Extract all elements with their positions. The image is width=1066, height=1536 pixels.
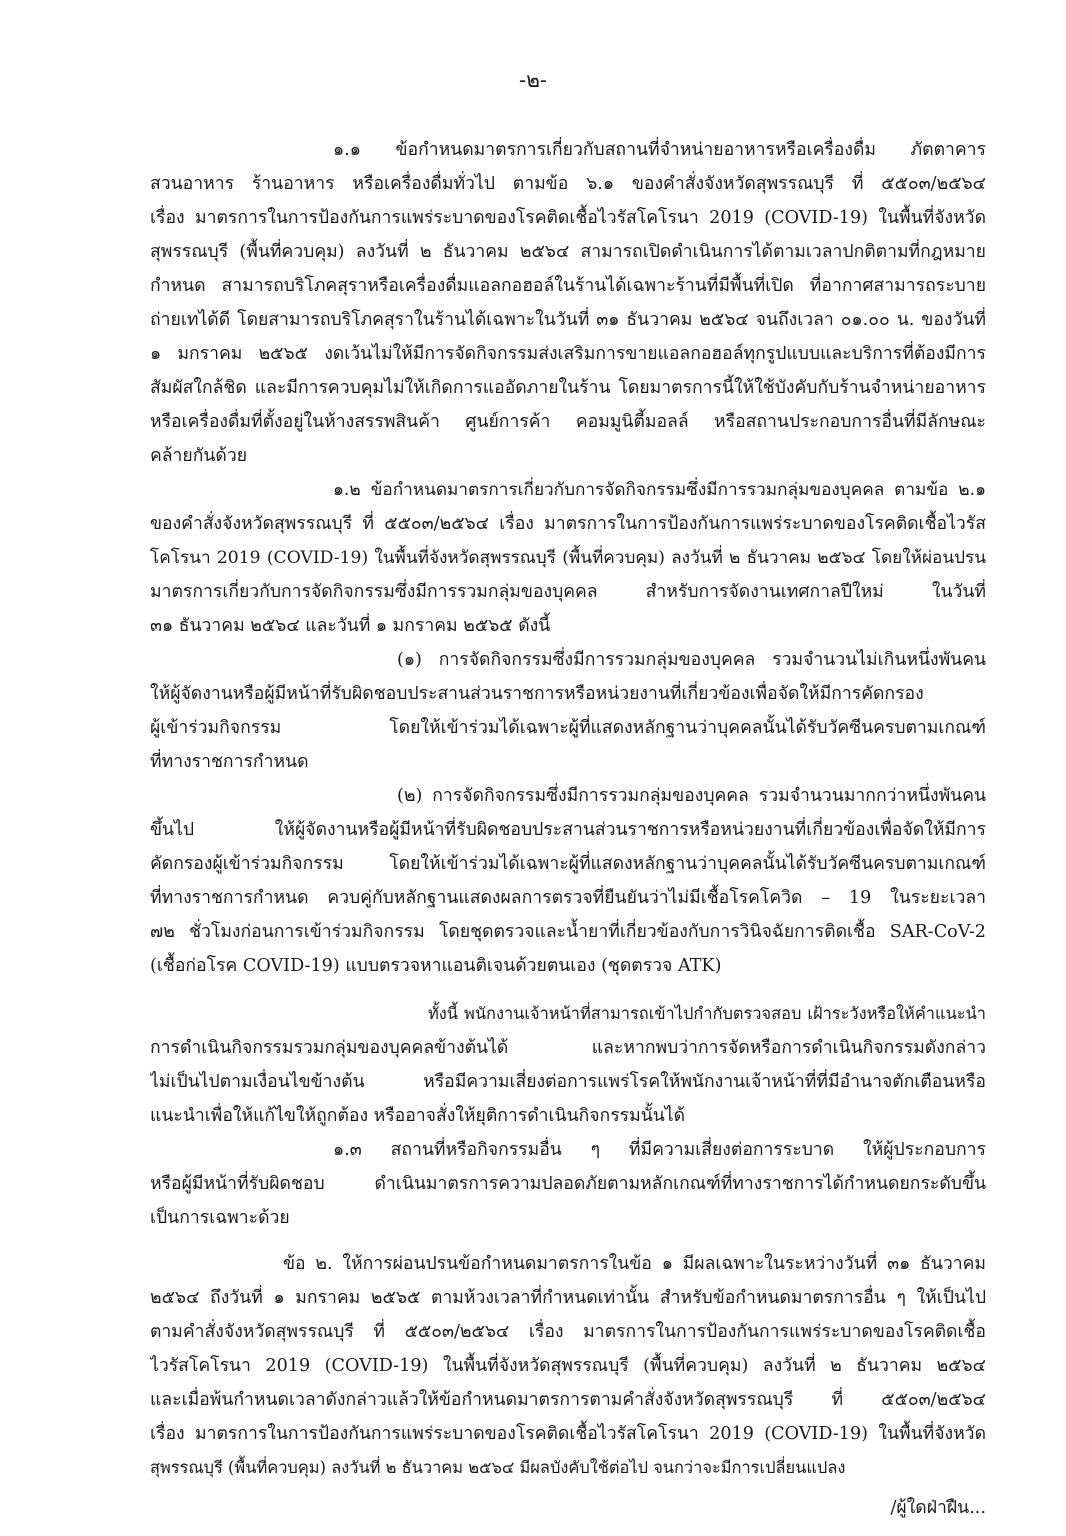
text-line: คัดกรองผู้เข้าร่วมกิจกรรม โดยให้เข้าร่วมได้เฉพาะผู้ที่แสดงหลักฐานว่าบุคคลนั้นได้รับวัคซีนครบตามเกณฑ์ bbox=[150, 854, 986, 874]
text-line: (เชื้อก่อโรค COVID-19) แบบตรวจหาแอนติเจนด้วยตนเอง (ชุดตรวจ ATK) bbox=[150, 956, 722, 976]
text-line: ๑.๓ สถานที่หรือกิจกรรมอื่น ๆ ที่มีความเสี่ยงต่อการระบาด ให้ผู้ประกอบการ bbox=[333, 1140, 986, 1160]
text-line: ผู้เข้าร่วมกิจกรรม โดยให้เข้าร่วมได้เฉพาะผู้ที่แสดงหลักฐานว่าบุคคลนั้นได้รับวัคซีนครบตามเกณฑ์ bbox=[150, 718, 986, 738]
text-line: โคโรนา 2019 (COVID-19) ในพื้นที่จังหวัดสุพรรณบุรี (พื้นที่ควบคุม) ลงวันที่ ๒ ธันวาคม ๒๕๖๔ โดยให้ผ่อนปรน bbox=[150, 548, 986, 568]
text-line: เรื่อง มาตรการในการป้องกันการแพร่ระบาดของโรคติดเชื้อไวรัสโคโรนา 2019 (COVID-19) ในพื้นที่จังหวัด bbox=[150, 1424, 986, 1444]
page-number: -๒- bbox=[518, 68, 548, 92]
text-line: ของคำสั่งจังหวัดสุพรรณบุรี ที่ ๕๕๐๓/๒๕๖๔ เรื่อง มาตรการในการป้องกันการแพร่ระบาดของโรคติดเชื้อไวรัส bbox=[150, 514, 986, 534]
text-line: (๑) การจัดกิจกรรมซึ่งมีการรวมกลุ่มของบุคคล รวมจำนวนไม่เกินหนึ่งพันคน bbox=[397, 650, 986, 670]
text-line: เป็นการเฉพาะด้วย bbox=[150, 1208, 290, 1228]
text-line: ถ่ายเทได้ดี โดยสามารถบริโภคสุราในร้านได้เฉพาะในวันที่ ๓๑ ธันวาคม ๒๕๖๔ จนถึงเวลา ๐๑.๐๐ น. ของวันที่ bbox=[150, 310, 986, 330]
text-line: ไวรัสโคโรนา 2019 (COVID-19) ในพื้นที่จังหวัดสุพรรณบุรี (พื้นที่ควบคุม) ลงวันที่ ๒ ธันวาคม ๒๕๖๔ bbox=[150, 1356, 986, 1376]
text-line: หรือผู้มีหน้าที่รับผิดชอบ ดำเนินมาตรการความปลอดภัยตามหลักเกณฑ์ที่ทางราชการได้กำหนดยกระดับขึ้น bbox=[150, 1174, 986, 1194]
text-line: สวนอาหาร ร้านอาหาร หรือเครื่องดื่มทั่วไป ตามข้อ ๖.๑ ของคำสั่งจังหวัดสุพรรณบุรี ที่ ๕๕๐๓/๒๕๖๔ bbox=[150, 174, 986, 194]
text-line: ที่ทางราชการกำหนด ควบคู่กับหลักฐานแสดงผลการตรวจที่ยืนยันว่าไม่มีเชื้อโรคโควิด – 19 ในระยะเวลา bbox=[150, 888, 986, 908]
text-line: ตามคำสั่งจังหวัดสุพรรณบุรี ที่ ๕๕๐๓/๒๕๖๔ เรื่อง มาตรการในการป้องกันการแพร่ระบาดของโรคติดเชื้อ bbox=[150, 1322, 986, 1342]
text-line: ๗๒ ชั่วโมงก่อนการเข้าร่วมกิจกรรม โดยชุดตรวจและน้ำยาที่เกี่ยวข้องกับการวินิจฉัยการติดเชื้อ SAR-CoV-2 bbox=[150, 922, 986, 942]
text-line: สัมผัสใกล้ชิด และมีการควบคุมไม่ให้เกิดการแออัดภายในร้าน โดยมาตรการนี้ให้ใช้บังคับกับร้านจำหน่ายอาหาร bbox=[150, 378, 986, 398]
continuation-note: /ผู้ใดฝ่าฝืน... bbox=[890, 1498, 986, 1518]
text-line: สุพรรณบุรี (พื้นที่ควบคุม) ลงวันที่ ๒ ธันวาคม ๒๕๖๔ สามารถเปิดดำเนินการได้ตามเวลาปกติตามที่กฎหมาย bbox=[150, 242, 986, 262]
text-line: ขึ้นไป ให้ผู้จัดงานหรือผู้มีหน้าที่รับผิดชอบประสานส่วนราชการหรือหน่วยงานที่เกี่ยวข้องเพื่อจัดให้มีการ bbox=[150, 820, 986, 840]
text-line: ๓๑ ธันวาคม ๒๕๖๔ และวันที่ ๑ มกราคม ๒๕๖๕ ดังนี้ bbox=[150, 616, 551, 636]
text-line: ไม่เป็นไปตามเงื่อนไขข้างต้น หรือมีความเสี่ยงต่อการแพร่โรคให้พนักงานเจ้าหน้าที่ที่มีอำนาจตักเตือนหรือ bbox=[150, 1072, 986, 1092]
text-line: คล้ายกันด้วย bbox=[150, 446, 248, 466]
text-line: ทั้งนี้ พนักงานเจ้าหน้าที่สามารถเข้าไปกำกับตรวจสอบ เฝ้าระวังหรือให้คำแนะนำ bbox=[428, 1004, 986, 1023]
text-line: ๑ มกราคม ๒๕๖๕ งดเว้นไม่ให้มีการจัดกิจกรรมส่งเสริมการขายแอลกอฮอล์ทุกรูปแบบและบริการที่ต้องมีการ bbox=[150, 344, 986, 364]
text-line: หรือเครื่องดื่มที่ตั้งอยู่ในห้างสรรพสินค้า ศูนย์การค้า คอมมูนิตี้มอลล์ หรือสถานประกอบการอื่นที่มีลักษณะ bbox=[150, 412, 986, 432]
text-line: ที่ทางราชการกำหนด bbox=[150, 752, 309, 772]
text-line: การดำเนินกิจกรรมรวมกลุ่มของบุคคลข้างต้นได้ และหากพบว่าการจัดหรือการดำเนินกิจกรรมดังกล่าว bbox=[150, 1038, 986, 1058]
text-line: ๒๕๖๔ ถึงวันที่ ๑ มกราคม ๒๕๖๕ ตามห้วงเวลาที่กำหนดเท่านั้น สำหรับข้อกำหนดมาตรการอื่น ๆ ให้เป็นไป bbox=[150, 1288, 986, 1308]
text-line: แนะนำเพื่อให้แก้ไขให้ถูกต้อง หรืออาจสั่งให้ยุติการดำเนินกิจกรรมนั้นได้ bbox=[150, 1106, 686, 1126]
text-line: ๑.๑ ข้อกำหนดมาตรการเกี่ยวกับสถานที่จำหน่ายอาหารหรือเครื่องดื่ม ภัตตาคาร bbox=[333, 140, 986, 160]
text-line: กำหนด สามารถบริโภคสุราหรือเครื่องดื่มแอลกอฮอล์ในร้านได้เฉพาะร้านที่มีพื้นที่เปิด ที่อากาศสามารถระบาย bbox=[150, 276, 986, 296]
text-line: ข้อ ๒. ให้การผ่อนปรนข้อกำหนดมาตรการในข้อ ๑ มีผลเฉพาะในระหว่างวันที่ ๓๑ ธันวาคม bbox=[283, 1254, 986, 1274]
text-line: และเมื่อพ้นกำหนดเวลาดังกล่าวแล้วให้ข้อกำหนดมาตรการตามคำสั่งจังหวัดสุพรรณบุรี ที่ ๕๕๐๓/๒๕๖๔ bbox=[150, 1390, 986, 1410]
text-line: มาตรการเกี่ยวกับการจัดกิจกรรมซึ่งมีการรวมกลุ่มของบุคคล สำหรับการจัดงานเทศกาลปีใหม่ ในวันที่ bbox=[150, 582, 986, 602]
text-line: ให้ผู้จัดงานหรือผู้มีหน้าที่รับผิดชอบประสานส่วนราชการหรือหน่วยงานที่เกี่ยวข้องเพื่อจัดให้มีการคัดกรอง bbox=[150, 684, 924, 704]
text-line: เรื่อง มาตรการในการป้องกันการแพร่ระบาดของโรคติดเชื้อไวรัสโคโรนา 2019 (COVID-19) ในพื้นที่จังหวัด bbox=[150, 208, 986, 228]
text-line: ๑.๒ ข้อกำหนดมาตรการเกี่ยวกับการจัดกิจกรรมซึ่งมีการรวมกลุ่มของบุคคล ตามข้อ ๒.๑ bbox=[333, 480, 986, 500]
text-line: (๒) การจัดกิจกรรมซึ่งมีการรวมกลุ่มของบุคคล รวมจำนวนมากกว่าหนึ่งพันคน bbox=[397, 786, 986, 806]
text-line: สุพรรณบุรี (พื้นที่ควบคุม) ลงวันที่ ๒ ธันวาคม ๒๕๖๔ มีผลบังคับใช้ต่อไป จนกว่าจะมีการเปลี่ยนแปลง bbox=[150, 1458, 846, 1477]
